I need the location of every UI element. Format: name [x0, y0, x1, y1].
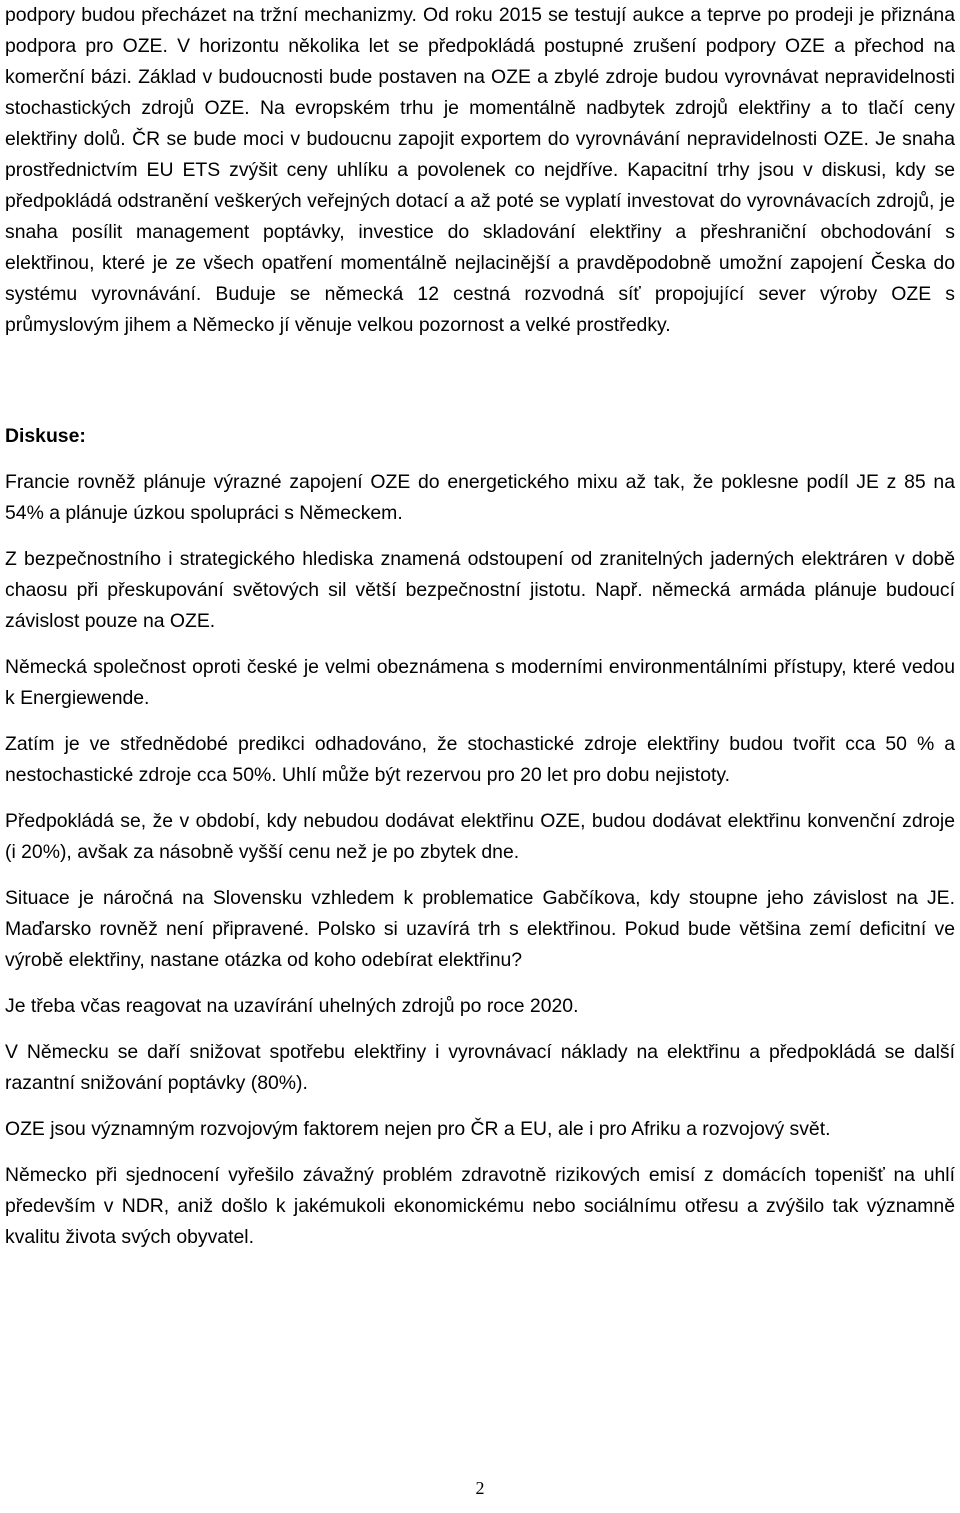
- document-page: [5, 0, 955, 1268]
- discussion-paragraph: Z bezpečnostního i strategického hlediska znamená odstoupení od zranitelných jaderných elektráren v době chaosu při přeskupování světových sil větší bezpečnostní jistotu. Např. německá armáda plánuje budoucí závislost pouze na OZE.: [5, 548, 955, 632]
- discussion-paragraph: Zatím je ve střednědobé predikci odhadováno, že stochastické zdroje elektřiny budou tvořit cca 50 % a nestochastické zdroje cca 50%. Uhlí může být rezervou pro 20 let pro dobu nejistoty.: [5, 733, 955, 786]
- page-number: 2: [475, 1478, 485, 1498]
- discussion-paragraph: Předpokládá se, že v období, kdy nebudou dodávat elektřinu OZE, budou dodávat elektřinu konvenční zdroje (i 20%), avšak za násobně vyšší cenu než je po zbytek dne.: [5, 810, 955, 863]
- discussion-paragraph: Německá společnost oproti české je velmi obeznámena s moderními environmentálními přístupy, které vedou k Energiewende.: [5, 656, 955, 709]
- discussion-paragraph: OZE jsou významným rozvojovým faktorem nejen pro ČR a EU, ale i pro Afriku a rozvojový svět.: [5, 1118, 831, 1140]
- discussion-paragraph: Situace je náročná na Slovensku vzhledem k problematice Gabčíkova, kdy stoupne jeho závislost na JE. Maďarsko rovněž není připravené. Polsko si uzavírá trh s elektřinou. Pokud bude většina zemí deficitní ve výrobě elektřiny, nastane otázka od koho odebírat elektřinu?: [5, 887, 955, 971]
- discussion-paragraph: V Německu se daří snižovat spotřebu elektřiny i vyrovnávací náklady na elektřinu a předpokládá se další razantní snižování poptávky (80%).: [5, 1041, 955, 1094]
- discussion-paragraph: Je třeba včas reagovat na uzavírání uhelných zdrojů po roce 2020.: [5, 995, 579, 1017]
- discussion-paragraph: Francie rovněž plánuje výrazné zapojení OZE do energetického mixu až tak, že poklesne podíl JE z 85 na 54% a plánuje úzkou spolupráci s Německem.: [5, 471, 955, 524]
- discussion-paragraph: Německo při sjednocení vyřešilo závažný problém zdravotně rizikových emisí z domácích topenišť na uhlí především v NDR, aniž došlo k jakémukoli ekonomickému nebo sociálnímu otřesu a zvýšilo tak významně kvalitu života svých obyvatel.: [5, 1164, 955, 1248]
- discussion-heading: Diskuse:: [5, 425, 86, 447]
- intro-paragraph: podpory budou přecházet na tržní mechanizmy. Od roku 2015 se testují aukce a teprve po prodeji je přiznána podpora pro OZE. V horizontu několika let se předpokládá postupné zrušení podpory OZE a přechod na komerční bázi. Základ v budoucnosti bude postaven na OZE a zbylé zdroje budou vyrovnávat nepravidelnosti stochastických zdrojů OZE. Na evropském trhu je momentálně nadbytek zdrojů elektřiny a to tlačí ceny elektřiny dolů. ČR se bude moci v budoucnu zapojit exportem do vyrovnávání nepravidelnosti OZE. Je snaha prostřednictvím EU ETS zvýšit ceny uhlíku a povolenek co nejdříve. Kapacitní trhy jsou v diskusi, kdy se předpokládá odstranění veškerých veřejných dotací a až poté se vyplatí investovat do vyrovnávacích zdrojů, je snaha posílit management poptávky, investice do skladování elektřiny a přeshraniční obchodování s elektřinou, které je ze všech opatření momentálně nejlacinější a pravděpodobně umožní zapojení Česka do systému vyrovnávání. Buduje se německá 12 cestná rozvodná síť propojující sever výroby OZE s průmyslovým jihem a Německo jí věnuje velkou pozornost a velké prostředky.: [5, 4, 955, 336]
- discussion-section: [5, 467, 955, 1253]
